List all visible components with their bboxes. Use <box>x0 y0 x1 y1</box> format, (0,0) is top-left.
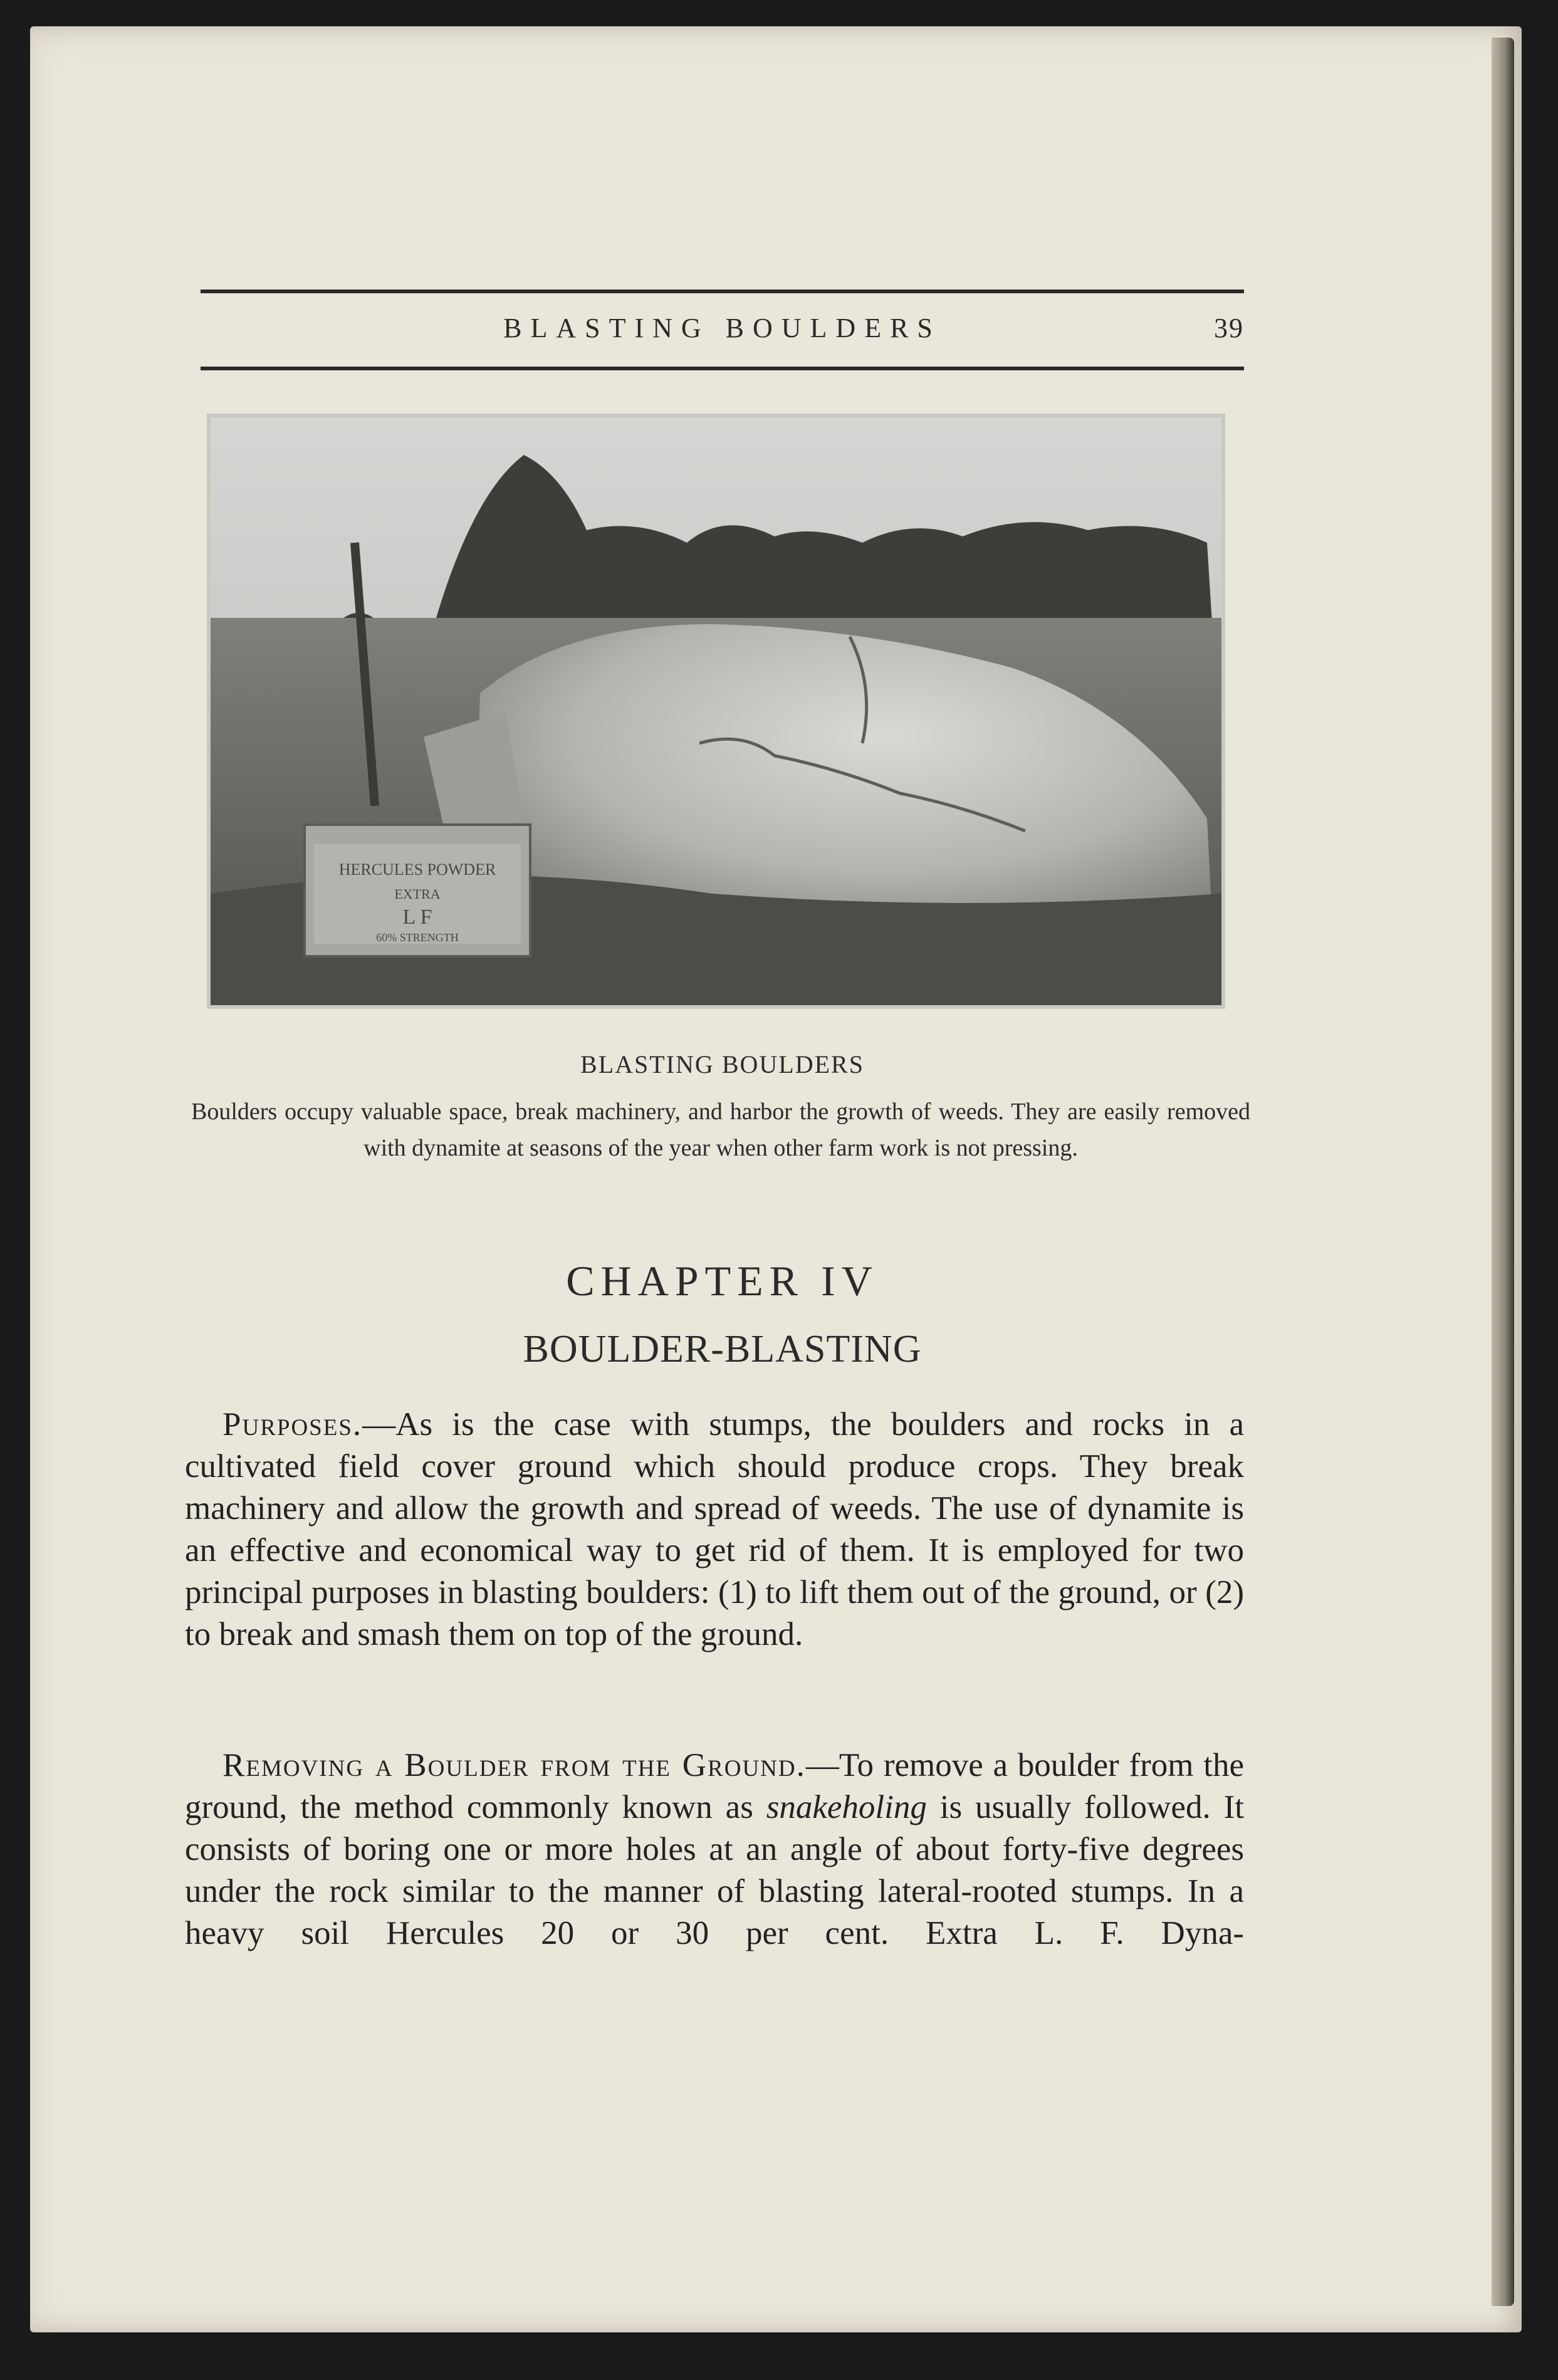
running-title: BLASTING BOULDERS <box>503 313 941 343</box>
paragraph-text-removing-boulder-a: —To remove a boulder from the ground, the method commonly known as <box>185 1747 1244 1825</box>
figure-caption-text: Boulders occupy valuable space, break machinery, and harbor the growth of weeds. They are easily removed with dynamite at seasons of the year when other farm work is not pressing. <box>191 1099 1250 1161</box>
crate-label-extra: EXTRA <box>394 886 441 902</box>
paragraph-removing-boulder <box>185 1745 1244 1955</box>
header-rule-bottom <box>201 367 1244 370</box>
paragraph-text-removing-boulder-b: is usually followed. It consists of boring one or more holes at an angle of about forty-five degrees under the rock similar to the manner of blasting lateral-rooted stumps. In a heavy soil Hercules 20 or 30 per cent. Extra L. F. Dyna- <box>185 1789 1244 1951</box>
chapter-number: CHAPTER IV <box>566 1257 879 1305</box>
figure-caption-title: BLASTING BOULDERS <box>580 1050 864 1078</box>
crate-label-strength: 60% STRENGTH <box>376 931 459 944</box>
paragraph-heading-purposes: Purposes. <box>222 1406 363 1443</box>
paragraph-text-purposes: —As is the case with stumps, the boulders and rocks in a cultivated field cover ground which should produce crops. They break machinery and allow the growth and spread of weeds. The use of dynamite is an effective and economical way to get rid of them. It is employed for two principal purposes in blasting boulders: (1) to lift them out of the ground, or (2) to break and smash them on top of the ground. <box>185 1406 1244 1652</box>
boulder-photo-illustration <box>211 417 1221 1005</box>
crate-label-lf: L F <box>402 906 432 929</box>
chapter-title: BOULDER-BLASTING <box>523 1328 922 1370</box>
page-number: 39 <box>1214 313 1244 343</box>
paragraph-heading-removing-boulder: Removing a Boulder from the Ground. <box>222 1747 806 1783</box>
page-edge <box>1492 38 1514 2306</box>
paragraph-purposes <box>185 1404 1244 1656</box>
book-page <box>30 26 1522 2332</box>
boulder-photograph <box>207 414 1225 1009</box>
header-rule-top <box>201 290 1244 293</box>
crate-label-brand: HERCULES POWDER <box>338 860 496 879</box>
term-snakeholing: snakeholing <box>766 1789 927 1825</box>
